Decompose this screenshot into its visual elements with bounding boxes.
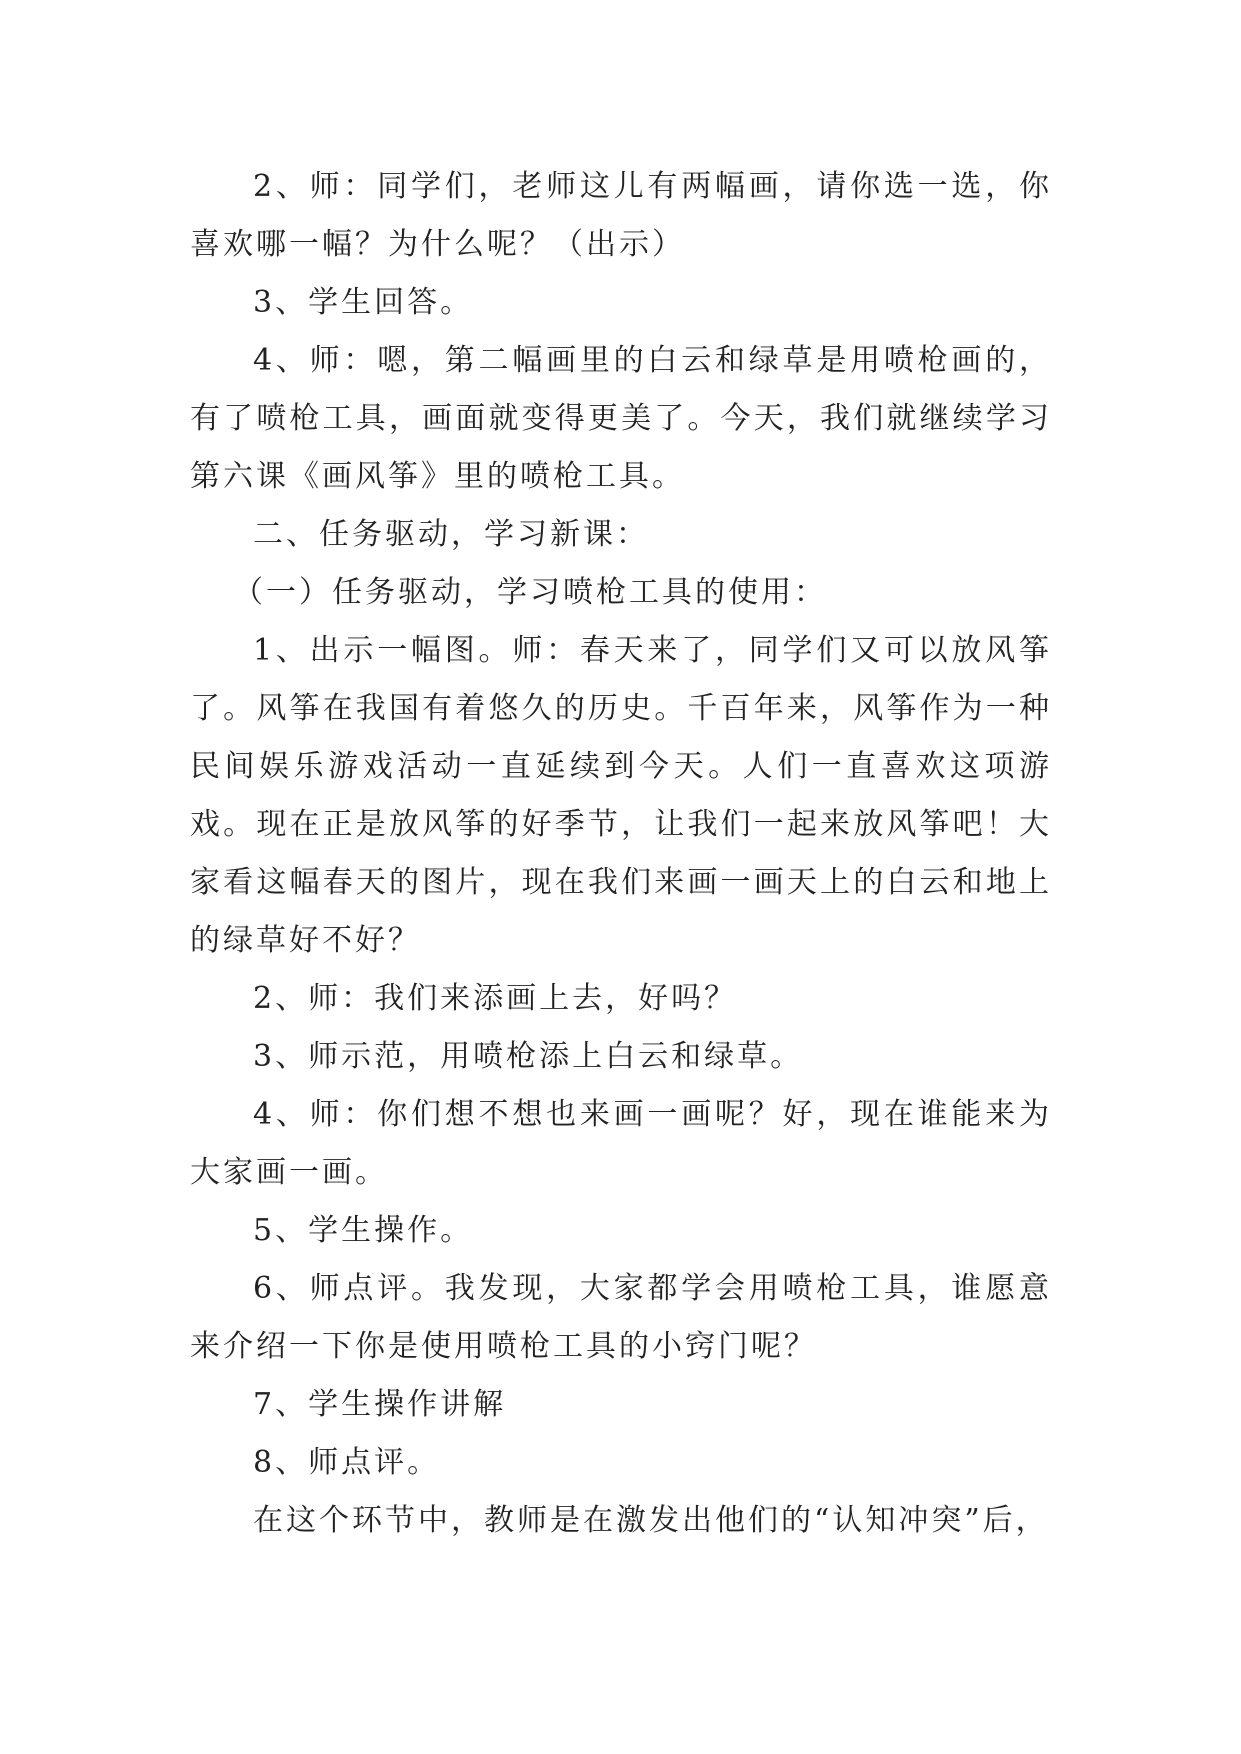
paragraph-1: 2、师：同学们，老师这儿有两幅画，请你选一选，你喜欢哪一幅？为什么呢？（出示） (190, 169, 1052, 262)
paragraph-4: 1、出示一幅图。师：春天来了，同学们又可以放风筝了。风筝在我国有着悠久的历史。千百年来，风筝作为一种民间娱乐游戏活动一直延续到今天。人们一直喜欢这项游戏。现在正是放风筝的好季节，让我们一起来放风筝吧！大家看这幅春天的图片，现在我们来画一画天上的白云和地上的绿草好不好？ (190, 633, 1052, 958)
document-page (190, 158, 1052, 1550)
paragraph-8: 5、学生操作。 (253, 1213, 474, 1248)
paragraph-5: 2、师：我们来添画上去，好吗？ (253, 981, 738, 1016)
paragraph-11: 8、师点评。 (253, 1445, 441, 1480)
paragraph-7: 4、师：你们想不想也来画一画呢？好，现在谁能来为大家画一画。 (190, 1097, 1052, 1190)
paragraph-12: 在这个环节中，教师是在激发出他们的“认知冲突”后， (253, 1503, 1049, 1538)
paragraph-10: 7、学生操作讲解 (253, 1387, 507, 1422)
section-heading-2: 二、任务驱动，学习新课： (253, 517, 649, 552)
paragraph-2: 3、学生回答。 (253, 285, 474, 320)
paragraph-9: 6、师点评。我发现，大家都学会用喷枪工具，谁愿意来介绍一下你是使用喷枪工具的小窍门呢？ (190, 1271, 1052, 1364)
paragraph-3: 4、师：嗯，第二幅画里的白云和绿草是用喷枪画的，有了喷枪工具，画面就变得更美了。今天，我们就继续学习第六课《画风筝》里的喷枪工具。 (190, 343, 1052, 494)
paragraph-6: 3、师示范，用喷枪添上白云和绿草。 (253, 1039, 804, 1074)
subsection-heading-1: （一）任务驱动，学习喷枪工具的使用： (233, 575, 827, 610)
